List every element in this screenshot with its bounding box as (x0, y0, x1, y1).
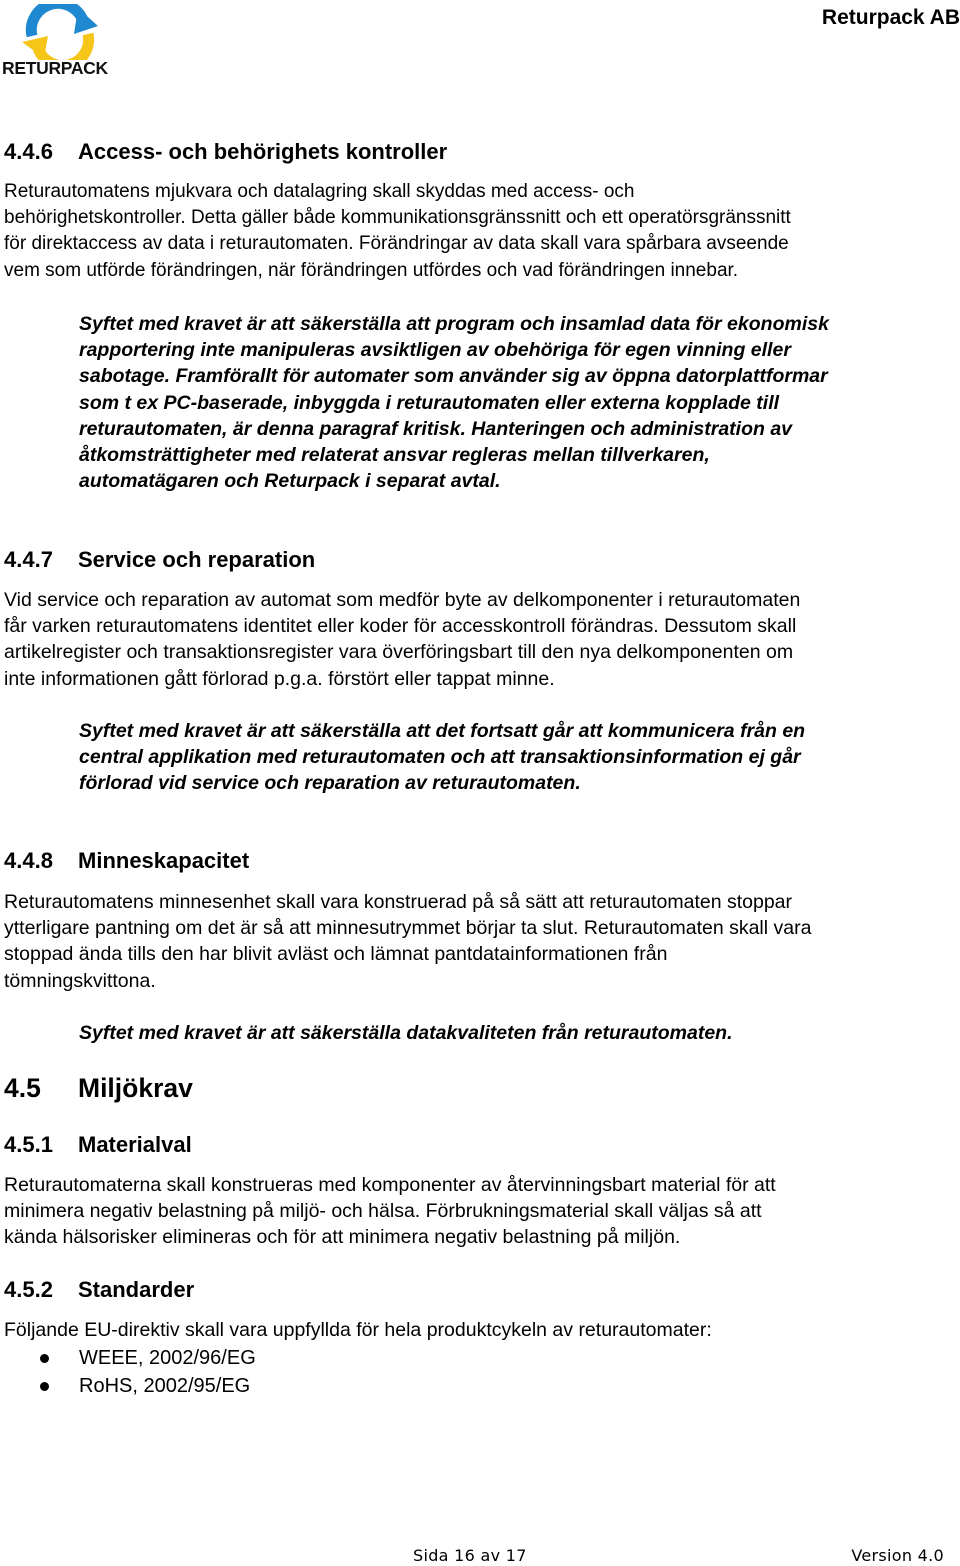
company-name: Returpack AB (821, 6, 960, 29)
paragraph-4-4-7 (4, 587, 959, 692)
note-line: åtkomsträttigheter med relaterat ansvar regleras mellan tillverkaren, (79, 444, 710, 467)
paragraph-line: stoppad ända tills den har blivit avläst och lämnat pantdatainformationen från (4, 943, 668, 966)
paragraph-line: Vid service och reparation av automat som medför byte av delkomponenter i returautomaten (4, 589, 801, 611)
section-title: Access- och behörighets kontroller (78, 139, 448, 164)
section-title: Materialval (78, 1132, 192, 1157)
section-number: 4.5.2 (4, 1277, 53, 1302)
paragraph-line: Returautomatens mjukvara och datalagring skall skyddas med access- och (4, 181, 635, 202)
directive-list (40, 1344, 256, 1400)
paragraph-line: Returautomatens minnesenhet skall vara konstruerad på så sätt att returautomaten stoppar (4, 891, 793, 913)
paragraph-line: Returautomaterna skall konstrueras med komponenter av återvinningsbart material för att (4, 1174, 776, 1196)
paragraph-line: artikelregister och transaktionsregister vara överföringsbart till den nya delkomponenten om (4, 641, 794, 664)
paragraph-4-4-8 (4, 889, 959, 994)
note-line: Syftet med kravet är att säkerställa att program och insamlad data för ekonomisk (79, 313, 829, 335)
section-number: 4.4.8 (4, 848, 53, 873)
paragraph-4-4-6 (4, 179, 959, 284)
requirement-rationale-4-4-6 (79, 311, 959, 494)
paragraph-line: kända hälsorisker elimineras och för att minimera negativ belastning på miljön. (4, 1226, 681, 1249)
note-line: returautomaten, är denna paragraf kritisk. Hanteringen och administration av (79, 417, 793, 440)
note-line: automatägaren och Returpack i separat avtal. (79, 470, 501, 493)
note-line: central applikation med returautomaten och att transaktionsinformation ej går (79, 746, 801, 769)
heading-4-4-8 (4, 848, 249, 874)
list-item-text: WEEE, 2002/96/EG (79, 1347, 256, 1369)
document-version: Version 4.0 (851, 1546, 944, 1565)
bullet-icon (40, 1382, 49, 1391)
section-title: Miljökrav (78, 1073, 193, 1103)
list-item (40, 1372, 256, 1400)
recycle-arrows-icon (2, 4, 120, 60)
note-line: Syftet med kravet är att säkerställa att det fortsatt går att kommunicera från en (79, 720, 806, 742)
section-number: 4.4.7 (4, 547, 53, 572)
heading-4-5-2 (4, 1277, 194, 1303)
requirement-rationale-4-4-7 (79, 718, 959, 797)
section-number: 4.5.1 (4, 1132, 53, 1157)
list-item-text: RoHS, 2002/95/EG (79, 1375, 251, 1397)
paragraph-line: vem som utförde förändringen, när förändringen utfördes och vad förändringen innebar. (4, 259, 739, 281)
paragraph-line: Följande EU-direktiv skall vara uppfyllda för hela produktcykeln av returautomater: (4, 1319, 712, 1341)
paragraph-line: behörighetskontroller. Detta gäller både kommunikationsgränssnitt och ett operatörsgränssnitt (4, 207, 791, 229)
page-number: Sida 16 av 17 (413, 1546, 527, 1565)
paragraph-line: för direktaccess av data i returautomaten. Förändringar av data skall vara spårbara avseende (4, 233, 789, 255)
logo-wordmark: RETURPACK (2, 58, 108, 78)
paragraph-line: tömningskvittona. (4, 969, 156, 992)
paragraph-line: minimera negativ belastning på miljö- och hälsa. Förbrukningsmaterial skall väljas så att (4, 1200, 762, 1223)
paragraph-line: får varken returautomatens identitet eller koder för accesskontroll förändras. Dessutom skall (4, 615, 797, 638)
returpack-logo (2, 4, 120, 80)
section-title: Service och reparation (78, 547, 316, 572)
note-line: som t ex PC-baserade, inbyggda i returautomaten eller externa kopplade till (79, 391, 780, 414)
note-line: rapportering inte manipuleras avsiktligen av obehöriga för egen vinning eller (79, 339, 791, 362)
requirement-rationale-4-4-8 (79, 1020, 959, 1046)
heading-4-4-7 (4, 547, 315, 573)
section-number: 4.5 (4, 1073, 41, 1103)
section-number: 4.4.6 (4, 139, 53, 164)
section-title: Minneskapacitet (78, 848, 250, 873)
bullet-icon (40, 1354, 49, 1363)
paragraph-4-5-1 (4, 1172, 959, 1251)
paragraph-line: inte informationen gått förlorad p.g.a. förstört eller tappat minne. (4, 667, 555, 690)
note-line: sabotage. Framförallt för automater som använder sig av öppna datorplattformar (79, 365, 828, 388)
list-item (40, 1344, 256, 1372)
paragraph-4-5-2 (4, 1317, 959, 1343)
heading-4-5 (4, 1073, 193, 1103)
section-title: Standarder (78, 1277, 195, 1302)
heading-4-4-6 (4, 139, 447, 165)
note-line: Syftet med kravet är att säkerställa datakvaliteten från returautomaten. (79, 1022, 733, 1044)
note-line: förlorad vid service och reparation av returautomaten. (79, 772, 581, 795)
heading-4-5-1 (4, 1132, 192, 1158)
paragraph-line: ytterligare pantning om det är så att minnesutrymmet börjar ta slut. Returautomaten skall vara (4, 917, 812, 940)
